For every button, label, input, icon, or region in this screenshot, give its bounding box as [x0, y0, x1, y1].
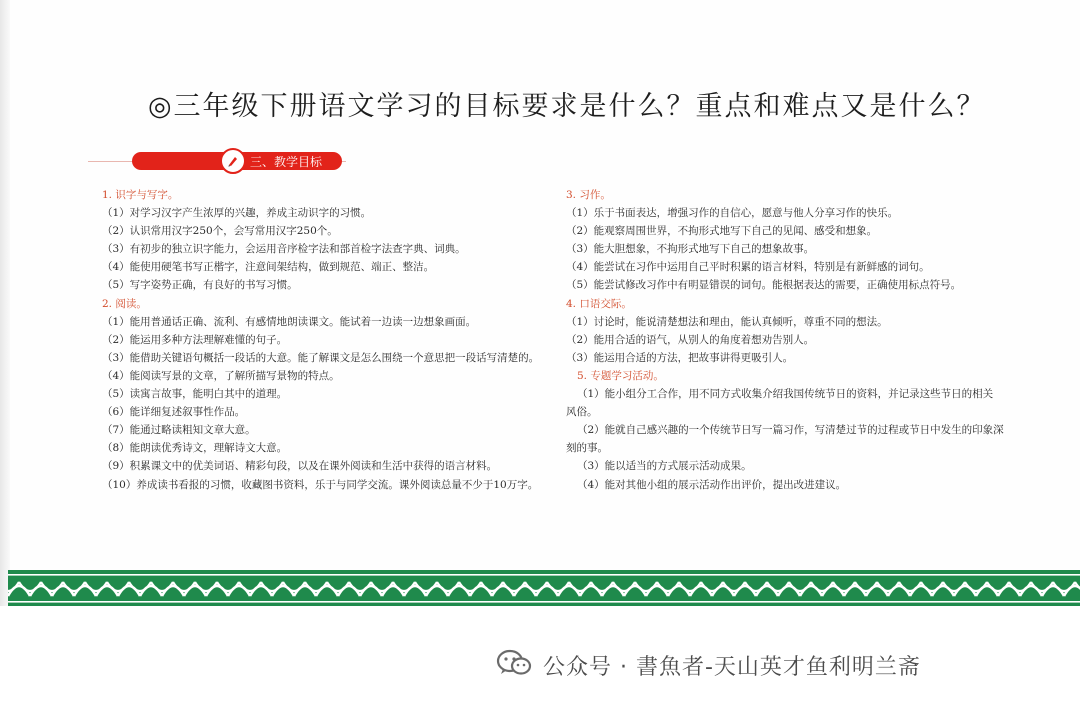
- objective-heading: 5. 专题学习活动。: [577, 369, 664, 382]
- section-header-label: 三、教学目标: [250, 155, 323, 169]
- objective-heading: 4. 口语交际。: [566, 297, 632, 310]
- objective-item: （2）能用合适的语气，从别人的角度着想劝告别人。: [566, 333, 815, 346]
- objective-item: （4）能尝试在习作中运用自己平时积累的语言材料，特别是有新鲜感的词句。: [566, 261, 930, 274]
- objective-item: （5）读寓言故事，能明白其中的道理。: [102, 388, 288, 401]
- footer-text: 公众号 · 書魚者-天山英才鱼利明兰斋: [543, 654, 921, 680]
- objective-item: （2）能就自己感兴趣的一个传统节日写一篇习作，写清楚过节的过程或节日中发生的印象深: [577, 424, 1004, 437]
- objective-item: （2）能运用多种方法理解难懂的句子。: [102, 333, 288, 346]
- objective-heading: 2. 阅读。: [102, 297, 147, 310]
- objective-item: （1）讨论时，能说清楚想法和理由，能认真倾听，尊重不同的想法。: [566, 315, 888, 328]
- objective-item: （1）对学习汉字产生浓厚的兴趣，养成主动识字的习惯。: [102, 207, 372, 220]
- objective-item: （4）能使用硬笔书写正楷字，注意间架结构，做到规范、端正、整洁。: [102, 261, 435, 274]
- objective-item: （6）能详细复述叙事性作品。: [102, 406, 246, 419]
- objective-item: （2）能观察周围世界，不拘形式地写下自己的见闻、感受和想象。: [566, 225, 878, 238]
- footer-watermark: [495, 650, 921, 680]
- objective-item: （3）能以适当的方式展示活动成果。: [577, 460, 752, 473]
- objective-item: （3）能大胆想象，不拘形式地写下自己的想象故事。: [566, 243, 815, 256]
- objective-item: （5）写字姿势正确，有良好的书写习惯。: [102, 279, 298, 292]
- objective-item: （2）认识常用汉字250个，会写常用汉字250个。: [102, 225, 338, 238]
- objective-item: （4）能阅读写景的文章，了解所描写景物的特点。: [102, 369, 340, 382]
- objective-item: （3）能借助关键语句概括一段话的大意。能了解课文是怎么围绕一个意思把一段话写清楚的。: [102, 351, 540, 364]
- objective-item: （7）能通过略读粗知文章大意。: [102, 424, 256, 437]
- objective-item: （8）能朗读优秀诗文，理解诗文大意。: [102, 442, 288, 455]
- section-header: [88, 150, 346, 172]
- objectives-left-column: [102, 186, 542, 494]
- decorative-border-band: [8, 570, 1080, 606]
- objective-item: 刻的事。: [566, 442, 608, 455]
- wechat-icon: [495, 648, 533, 682]
- page-edge-shadow: [0, 0, 10, 606]
- objective-item: （3）能运用合适的方法，把故事讲得更吸引人。: [566, 351, 794, 364]
- objective-item: （5）能尝试修改习作中有明显错误的词句。能根据表达的需要，正确使用标点符号。: [566, 279, 962, 292]
- page-title: ◎三年级下册语文学习的目标要求是什么？重点和难点又是什么？: [148, 91, 986, 122]
- objective-heading: 3. 习作。: [566, 189, 611, 201]
- objective-item: 风俗。: [566, 406, 598, 419]
- objectives-right-column: [566, 186, 1016, 494]
- objective-heading: 1. 识字与写字。: [102, 189, 179, 201]
- objective-item: （1）乐于书面表达，增强习作的自信心，愿意与他人分享习作的快乐。: [566, 207, 899, 220]
- objective-item: （1）能小组分工合作，用不同方式收集介绍我国传统节日的资料，并记录这些节日的相关: [577, 388, 994, 401]
- objective-item: （4）能对其他小组的展示活动作出评价，提出改进建议。: [577, 478, 847, 491]
- objective-item: （1）能用普通话正确、流利、有感情地朗读课文。能试着一边读一边想象画面。: [102, 315, 477, 328]
- objective-item: （3）有初步的独立识字能力，会运用音序检字法和部首检字法查字典、词典。: [102, 243, 466, 256]
- objective-item: （10）养成读书看报的习惯，收藏图书资料，乐于与同学交流。课外阅读总量不少于10万字。: [102, 478, 539, 491]
- objective-item: （9）积累课文中的优美词语、精彩句段，以及在课外阅读和生活中获得的语言材料。: [102, 460, 498, 473]
- pen-icon: [220, 148, 246, 174]
